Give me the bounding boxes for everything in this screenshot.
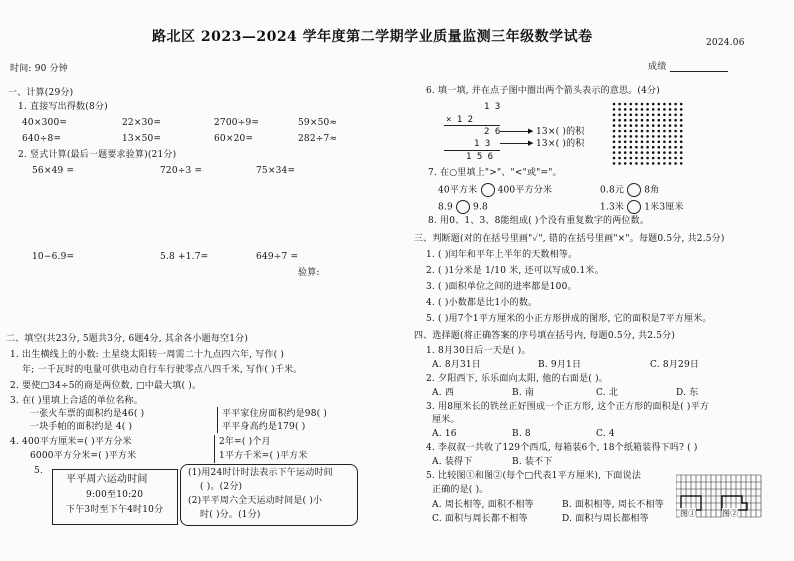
dot	[646, 130, 649, 133]
dot	[646, 141, 649, 144]
arrow-line	[500, 143, 530, 144]
s2-q1b: 年; 一千瓦时的电量可供电动自行车行驶零点八四千米, 写作( )千米。	[22, 365, 303, 375]
dot	[641, 157, 644, 160]
choice-q2: 2. 夕阳西下, 乐乐面向太阳, 他的右面是( )。	[426, 374, 608, 384]
dot	[613, 146, 616, 149]
dot	[658, 141, 661, 144]
choice-q3: 3. 用8厘米长的铁丝正好围成一个正方形, 这个正方形的面积是( )平方	[426, 402, 709, 412]
dot	[630, 157, 633, 160]
dot	[680, 124, 683, 127]
arrow-label: 13×( )的积	[536, 139, 585, 149]
choice-option: D. 面积与周长都相等	[562, 514, 649, 524]
choice-option: B. 8	[512, 429, 531, 439]
dot-grid	[610, 100, 690, 170]
fig1-label: 图①	[680, 509, 697, 518]
dot	[646, 151, 649, 154]
dot	[641, 114, 644, 117]
dot	[680, 119, 683, 122]
s3-q7: 7. 在○里填上">"、"<"或"="。	[428, 168, 562, 178]
s2-q4c: 2年=( )个月	[219, 437, 271, 447]
dot	[674, 146, 677, 149]
dot	[674, 103, 677, 106]
score-line	[670, 71, 728, 72]
choice-option: C. 8月29日	[650, 360, 700, 370]
dot	[624, 157, 627, 160]
dot	[669, 130, 672, 133]
dot	[652, 151, 655, 154]
dot	[641, 124, 644, 127]
dot	[641, 151, 644, 154]
dot	[669, 124, 672, 127]
dot	[674, 135, 677, 138]
dot	[641, 103, 644, 106]
dot	[613, 157, 616, 160]
compare-circle[interactable]	[456, 200, 470, 214]
dot	[624, 119, 627, 122]
choice-q5: 5. 比较图①和图②(每个□代表1平方厘米), 下面说法	[426, 471, 642, 481]
dot	[652, 135, 655, 138]
dot	[674, 114, 677, 117]
dot	[652, 124, 655, 127]
dot	[635, 135, 638, 138]
s2-heading: 二、填空(共23分, 5题共3分, 6题4分, 其余各小题每空1分)	[6, 334, 249, 344]
dot	[630, 114, 633, 117]
dot	[635, 141, 638, 144]
dot	[613, 141, 616, 144]
s1-q1: 1. 直接写出得数(8分)	[18, 102, 108, 112]
divider	[217, 407, 218, 433]
choice-option: B. 装不下	[512, 457, 553, 467]
s2-q5: 5.	[34, 466, 43, 476]
dot	[646, 103, 649, 106]
s2-q5a: (1)用24时计时法表示下午运动时间	[188, 468, 333, 478]
dot	[663, 135, 666, 138]
dot	[669, 103, 672, 106]
dot	[618, 130, 621, 133]
dot	[618, 141, 621, 144]
dot	[613, 108, 616, 111]
s2-q3: 3. 在( )里填上合适的单位名称。	[10, 396, 143, 406]
dot	[630, 162, 633, 165]
dot	[646, 108, 649, 111]
dot	[618, 157, 621, 160]
dot	[663, 141, 666, 144]
vertical-calc: 75×34=	[256, 166, 296, 176]
s2-q2: 2. 要使□34÷5的商是两位数, □中最大填( )。	[10, 381, 202, 391]
calc-item: 640÷8=	[22, 134, 62, 144]
divider	[214, 435, 215, 463]
dot	[635, 162, 638, 165]
dot	[680, 162, 683, 165]
choice-q1: 1. 8月30日后一天是( )。	[426, 346, 531, 356]
mult-row: 2 6	[484, 127, 501, 137]
dot	[618, 119, 621, 122]
score-label: 成绩	[648, 62, 667, 72]
dot	[663, 124, 666, 127]
dot	[652, 162, 655, 165]
choice-option: A. 16	[432, 429, 457, 439]
choice-option: B. 面积相等, 周长不相等	[562, 500, 664, 510]
dot	[618, 114, 621, 117]
dot	[674, 141, 677, 144]
dot	[669, 135, 672, 138]
dot	[630, 119, 633, 122]
dot	[635, 146, 638, 149]
dot	[624, 141, 627, 144]
choice-option: A. 装得下	[432, 457, 473, 467]
schedule-afternoon: 下午3时至下午4时10分	[66, 505, 164, 515]
dot	[613, 124, 616, 127]
dot	[669, 162, 672, 165]
dot	[641, 119, 644, 122]
dot	[618, 151, 621, 154]
dot	[624, 135, 627, 138]
schedule-title: 平平周六运动时间	[66, 474, 148, 485]
exam-title: 路北区 2023—2024 学年度第二学期学业质量监测三年级数学试卷	[152, 29, 593, 45]
dot	[658, 114, 661, 117]
s3-q6: 6. 填一填, 并在点子图中圈出两个箭头表示的意思。(4分)	[426, 86, 660, 96]
compare-left: 40平方米 400平方分米	[438, 183, 552, 197]
judge-item: 4. ( )小数都是比1小的数。	[426, 298, 538, 308]
dot	[669, 119, 672, 122]
dot	[646, 114, 649, 117]
s2-q4a: 4. 400平方厘米=( )平方分米	[10, 437, 132, 447]
dot	[641, 108, 644, 111]
dot	[652, 119, 655, 122]
dot	[635, 108, 638, 111]
dot	[658, 124, 661, 127]
dot	[680, 114, 683, 117]
choice-option: A. 西	[432, 388, 455, 398]
dot	[669, 151, 672, 154]
dot	[669, 114, 672, 117]
dot	[652, 108, 655, 111]
dot	[613, 119, 616, 122]
compare-circle[interactable]	[627, 183, 641, 197]
calc-item: 282÷7≈	[298, 134, 338, 144]
mult-row: 1 5 6	[466, 152, 494, 162]
s2-q4b: 6000平方分米=( )平方米	[30, 451, 137, 461]
dot	[658, 162, 661, 165]
dot	[613, 114, 616, 117]
judge-item: 1. ( )闰年和平年上半年的天数相等。	[426, 250, 578, 260]
dot	[624, 108, 627, 111]
compare-right: 1.3米 1米3厘米	[600, 200, 684, 214]
dot	[663, 130, 666, 133]
dot	[618, 124, 621, 127]
s2-q1a: 1. 出生横线上的小数: 土星绕太阳转一周需二十九点四六年, 写作( )	[10, 350, 285, 360]
s2-q3d: 平平身高约是179( )	[222, 422, 306, 432]
s1-q2: 2. 竖式计算(最后一题要求验算)(21分)	[18, 150, 177, 160]
dot	[635, 124, 638, 127]
dot	[669, 141, 672, 144]
dot	[641, 141, 644, 144]
dot	[618, 135, 621, 138]
s5-heading: 四、选择题(将正确答案的序号填在括号内, 每题0.5分, 共2.5分)	[414, 331, 676, 341]
dot	[680, 146, 683, 149]
dot	[646, 157, 649, 160]
dot	[641, 135, 644, 138]
choice-option: B. 南	[512, 388, 535, 398]
dot	[674, 162, 677, 165]
exam-time: 时间: 90 分钟	[10, 64, 69, 74]
vertical-calc: 5.8 +1.7=	[160, 252, 209, 262]
dot	[646, 162, 649, 165]
s2-q3a: 一张火车票的面积约是46( )	[30, 409, 145, 419]
dot	[630, 135, 633, 138]
schedule-morning: 9:00至10:20	[86, 490, 144, 500]
calc-item: 60×20=	[214, 134, 254, 144]
dot	[635, 119, 638, 122]
dot	[663, 157, 666, 160]
choice-option: C. 北	[596, 388, 619, 398]
vertical-calc: 10−6.9=	[32, 252, 75, 262]
dot	[652, 141, 655, 144]
s2-q3b: 一块手帕的面积约是 4( )	[30, 422, 133, 432]
dot	[680, 151, 683, 154]
dot	[613, 162, 616, 165]
dot	[663, 119, 666, 122]
dot	[652, 114, 655, 117]
compare-circle[interactable]	[481, 183, 495, 197]
dot	[658, 135, 661, 138]
choice-option: A. 8月31日	[432, 360, 481, 370]
dot	[658, 119, 661, 122]
calc-item: 59×50≈	[298, 118, 338, 128]
choice-q3-cont: 厘米。	[432, 415, 460, 425]
dot	[669, 108, 672, 111]
dot	[674, 119, 677, 122]
dot	[641, 130, 644, 133]
mult-line	[444, 150, 500, 151]
dot	[680, 103, 683, 106]
dot	[674, 151, 677, 154]
dot	[663, 108, 666, 111]
mult-line	[444, 125, 500, 126]
dot	[652, 146, 655, 149]
dot	[630, 146, 633, 149]
arrow-line	[500, 131, 530, 132]
judge-item: 2. ( )1分米是 1/10 米, 还可以写成0.1米。	[426, 266, 604, 276]
dot	[658, 146, 661, 149]
compare-right: 0.8元 8角	[600, 183, 659, 197]
mult-row: × 1 2	[446, 115, 474, 125]
dot	[646, 135, 649, 138]
compare-left: 8.9 9.8	[438, 200, 488, 214]
vertical-calc: 720÷3 =	[160, 166, 203, 176]
dot	[680, 108, 683, 111]
s3-q8: 8. 用0、1、3、8能组成( )个没有重复数字的两位数。	[428, 216, 650, 226]
dot	[663, 146, 666, 149]
dot	[618, 103, 621, 106]
dot	[624, 124, 627, 127]
dot	[680, 157, 683, 160]
dot	[630, 124, 633, 127]
dot	[674, 124, 677, 127]
check-label: 验算:	[298, 268, 320, 278]
vertical-calc: 56×49 =	[32, 166, 75, 176]
s1-heading: 一、计算(29分)	[8, 88, 74, 98]
dot	[652, 103, 655, 106]
dot	[680, 135, 683, 138]
calc-item: 13×50=	[122, 134, 162, 144]
arrow-head: ▶	[528, 139, 534, 147]
dot	[652, 157, 655, 160]
mult-row: 1 3	[484, 102, 501, 112]
s2-q4d: 1平方千米=( )平方米	[219, 451, 308, 461]
arrow-head: ▶	[528, 127, 534, 135]
dot	[635, 157, 638, 160]
choice-option: C. 面积与周长都不相等	[432, 514, 528, 524]
dot	[674, 108, 677, 111]
dot	[624, 162, 627, 165]
choice-option: C. 4	[596, 429, 615, 439]
dot	[630, 151, 633, 154]
calc-item: 40×300=	[22, 118, 68, 128]
vertical-calc: 649÷7 =	[256, 252, 299, 262]
dot	[618, 146, 621, 149]
s2-q5b: ( )。(2分)	[200, 482, 243, 492]
arrow-label: 13×( )的积	[536, 127, 585, 137]
dot	[658, 108, 661, 111]
calc-item: 2700÷9=	[214, 118, 260, 128]
dot	[663, 114, 666, 117]
dot	[635, 130, 638, 133]
judge-item: 3. ( )面积单位之间的进率都是100。	[426, 282, 577, 292]
dot	[624, 130, 627, 133]
dot	[613, 103, 616, 106]
choice-option: A. 周长相等, 面积不相等	[432, 500, 534, 510]
dot	[635, 151, 638, 154]
dot	[680, 141, 683, 144]
dot	[624, 103, 627, 106]
dot	[624, 151, 627, 154]
calc-item: 22×30=	[122, 118, 162, 128]
dot	[613, 130, 616, 133]
dot	[652, 130, 655, 133]
dot	[613, 135, 616, 138]
dot	[658, 130, 661, 133]
dot	[646, 146, 649, 149]
exam-date: 2024.06	[706, 38, 745, 48]
dot	[658, 157, 661, 160]
choice-option: D. 东	[676, 388, 699, 398]
dot	[618, 162, 621, 165]
fig2-label: 图②	[722, 509, 739, 518]
mult-row: 1 3	[474, 139, 491, 149]
dot	[658, 103, 661, 106]
dot	[613, 151, 616, 154]
dot	[646, 124, 649, 127]
dot	[635, 114, 638, 117]
dot	[669, 146, 672, 149]
dot	[658, 151, 661, 154]
dot	[669, 157, 672, 160]
dot	[635, 103, 638, 106]
dot	[663, 151, 666, 154]
compare-circle[interactable]	[627, 200, 641, 214]
s2-q3c: 平平家住房面积约是98( )	[222, 409, 328, 419]
dot	[674, 130, 677, 133]
dot	[680, 130, 683, 133]
choice-option: B. 9月1日	[538, 360, 582, 370]
dot	[630, 108, 633, 111]
choice-q4: 4. 李叔叔一共收了129个西瓜, 每箱装6个, 18个纸箱装得下吗? ( )	[426, 443, 698, 453]
dot	[618, 108, 621, 111]
dot	[630, 103, 633, 106]
s4-heading: 三、判断题(对的在括号里画"✓", 错的在括号里画"×"。每题0.5分, 共2.5分)	[414, 234, 725, 244]
dot	[641, 146, 644, 149]
s2-q5d: 时( )分。(1分)	[200, 510, 261, 520]
dot	[630, 130, 633, 133]
dot	[641, 162, 644, 165]
choice-q5-cont: 正确的是( )。	[432, 485, 489, 495]
dot	[624, 114, 627, 117]
dot	[663, 103, 666, 106]
dot	[630, 141, 633, 144]
dot	[674, 157, 677, 160]
dot	[646, 119, 649, 122]
dot	[663, 162, 666, 165]
dot	[624, 146, 627, 149]
s2-q5c: (2)平平周六全天运动时间是( )小	[188, 496, 323, 506]
judge-item: 5. ( )用7个1平方厘米的小正方形拼成的图形, 它的面积是7平方厘米。	[426, 314, 712, 324]
